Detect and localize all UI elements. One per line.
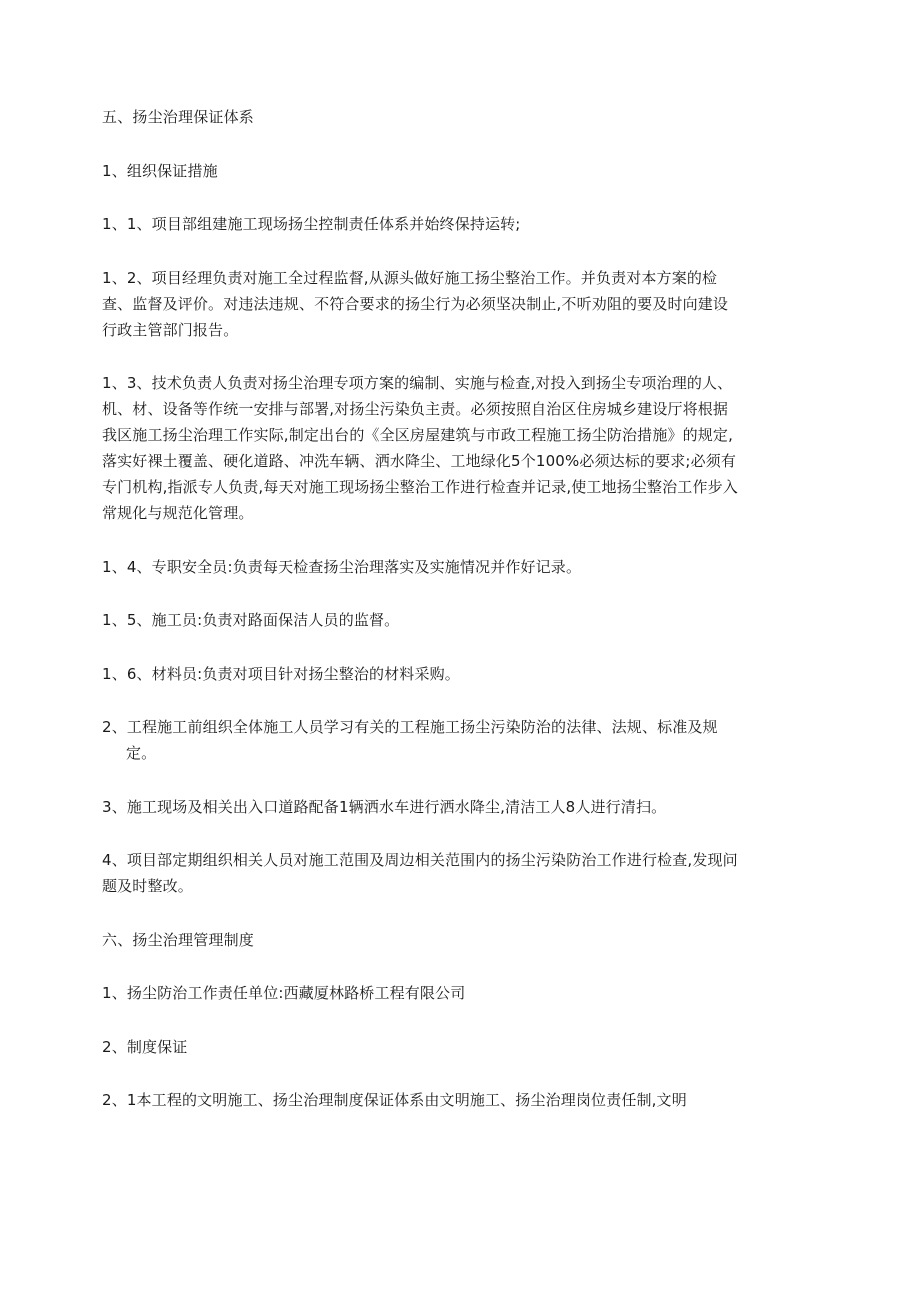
paragraph-2: 2、工程施工前组织全体施工人员学习有关的工程施工扬尘污染防治的法律、法规、标准及规定。 [102, 718, 718, 762]
section-heading-6: 六、扬尘治理管理制度 [102, 930, 255, 949]
paragraph-1: 1、组织保证措施 [102, 161, 218, 180]
document-body [102, 104, 742, 1113]
section-heading-5: 五、扬尘治理保证体系 [102, 108, 255, 126]
paragraph-1-5: 1、5、施工员:负责对路面保洁人员的监督。 [102, 611, 400, 629]
paragraph-system-guarantee: 2、制度保证 [102, 1037, 188, 1056]
paragraph-1-1: 1、1、项目部组建施工现场扬尘控制责任体系并始终保持运转; [102, 215, 521, 233]
paragraph-4: 4、项目部定期组织相关人员对施工范围及周边相关范围内的扬尘污染防治工作进行检查,发现问题及时整改。 [102, 851, 738, 895]
paragraph-1-6: 1、6、材料员:负责对项目针对扬尘整治的材料采购。 [102, 664, 460, 683]
paragraph-1-4: 1、4、专职安全员:负责每天检查扬尘治理落实及实施情况并作好记录。 [102, 557, 582, 576]
paragraph-3: 3、施工现场及相关出入口道路配备1辆洒水车进行洒水降尘,清洁工人8人进行清扫。 [102, 797, 667, 816]
paragraph-2-1: 2、1本工程的文明施工、扬尘治理制度保证体系由文明施工、扬尘治理岗位责任制,文明 [102, 1091, 687, 1109]
paragraph-responsible-unit: 1、扬尘防治工作责任单位:西藏厦林路桥工程有限公司 [102, 984, 466, 1002]
paragraph-1-2: 1、2、项目经理负责对施工全过程监督,从源头做好施工扬尘整治工作。并负责对本方案的检查、监督及评价。对违法违规、不符合要求的扬尘行为必须坚决制止,不听劝阻的要及时向建设行政主管部门报告。 [102, 268, 729, 339]
paragraph-1-3: 1、3、技术负责人负责对扬尘治理专项方案的编制、实施与检查,对投入到扬尘专项治理的人、机、材、设备等作统一安排与部署,对扬尘污染负主责。必须按照自治区住房城乡建设厅将根据我区施工扬尘治理工作实际,制定出台的《全区房屋建筑与市政工程施工扬尘防治措施》的规定,落实好裸土覆盖、硬化道路、冲洗车辆、洒水降尘、工地绿化5个100%必须达标的要求;必须有专门机构,指派专人负责,每天对施工现场扬尘整治工作进行检查并记录,使工地扬尘整治工作步入常规化与规范化管理。 [102, 374, 738, 522]
